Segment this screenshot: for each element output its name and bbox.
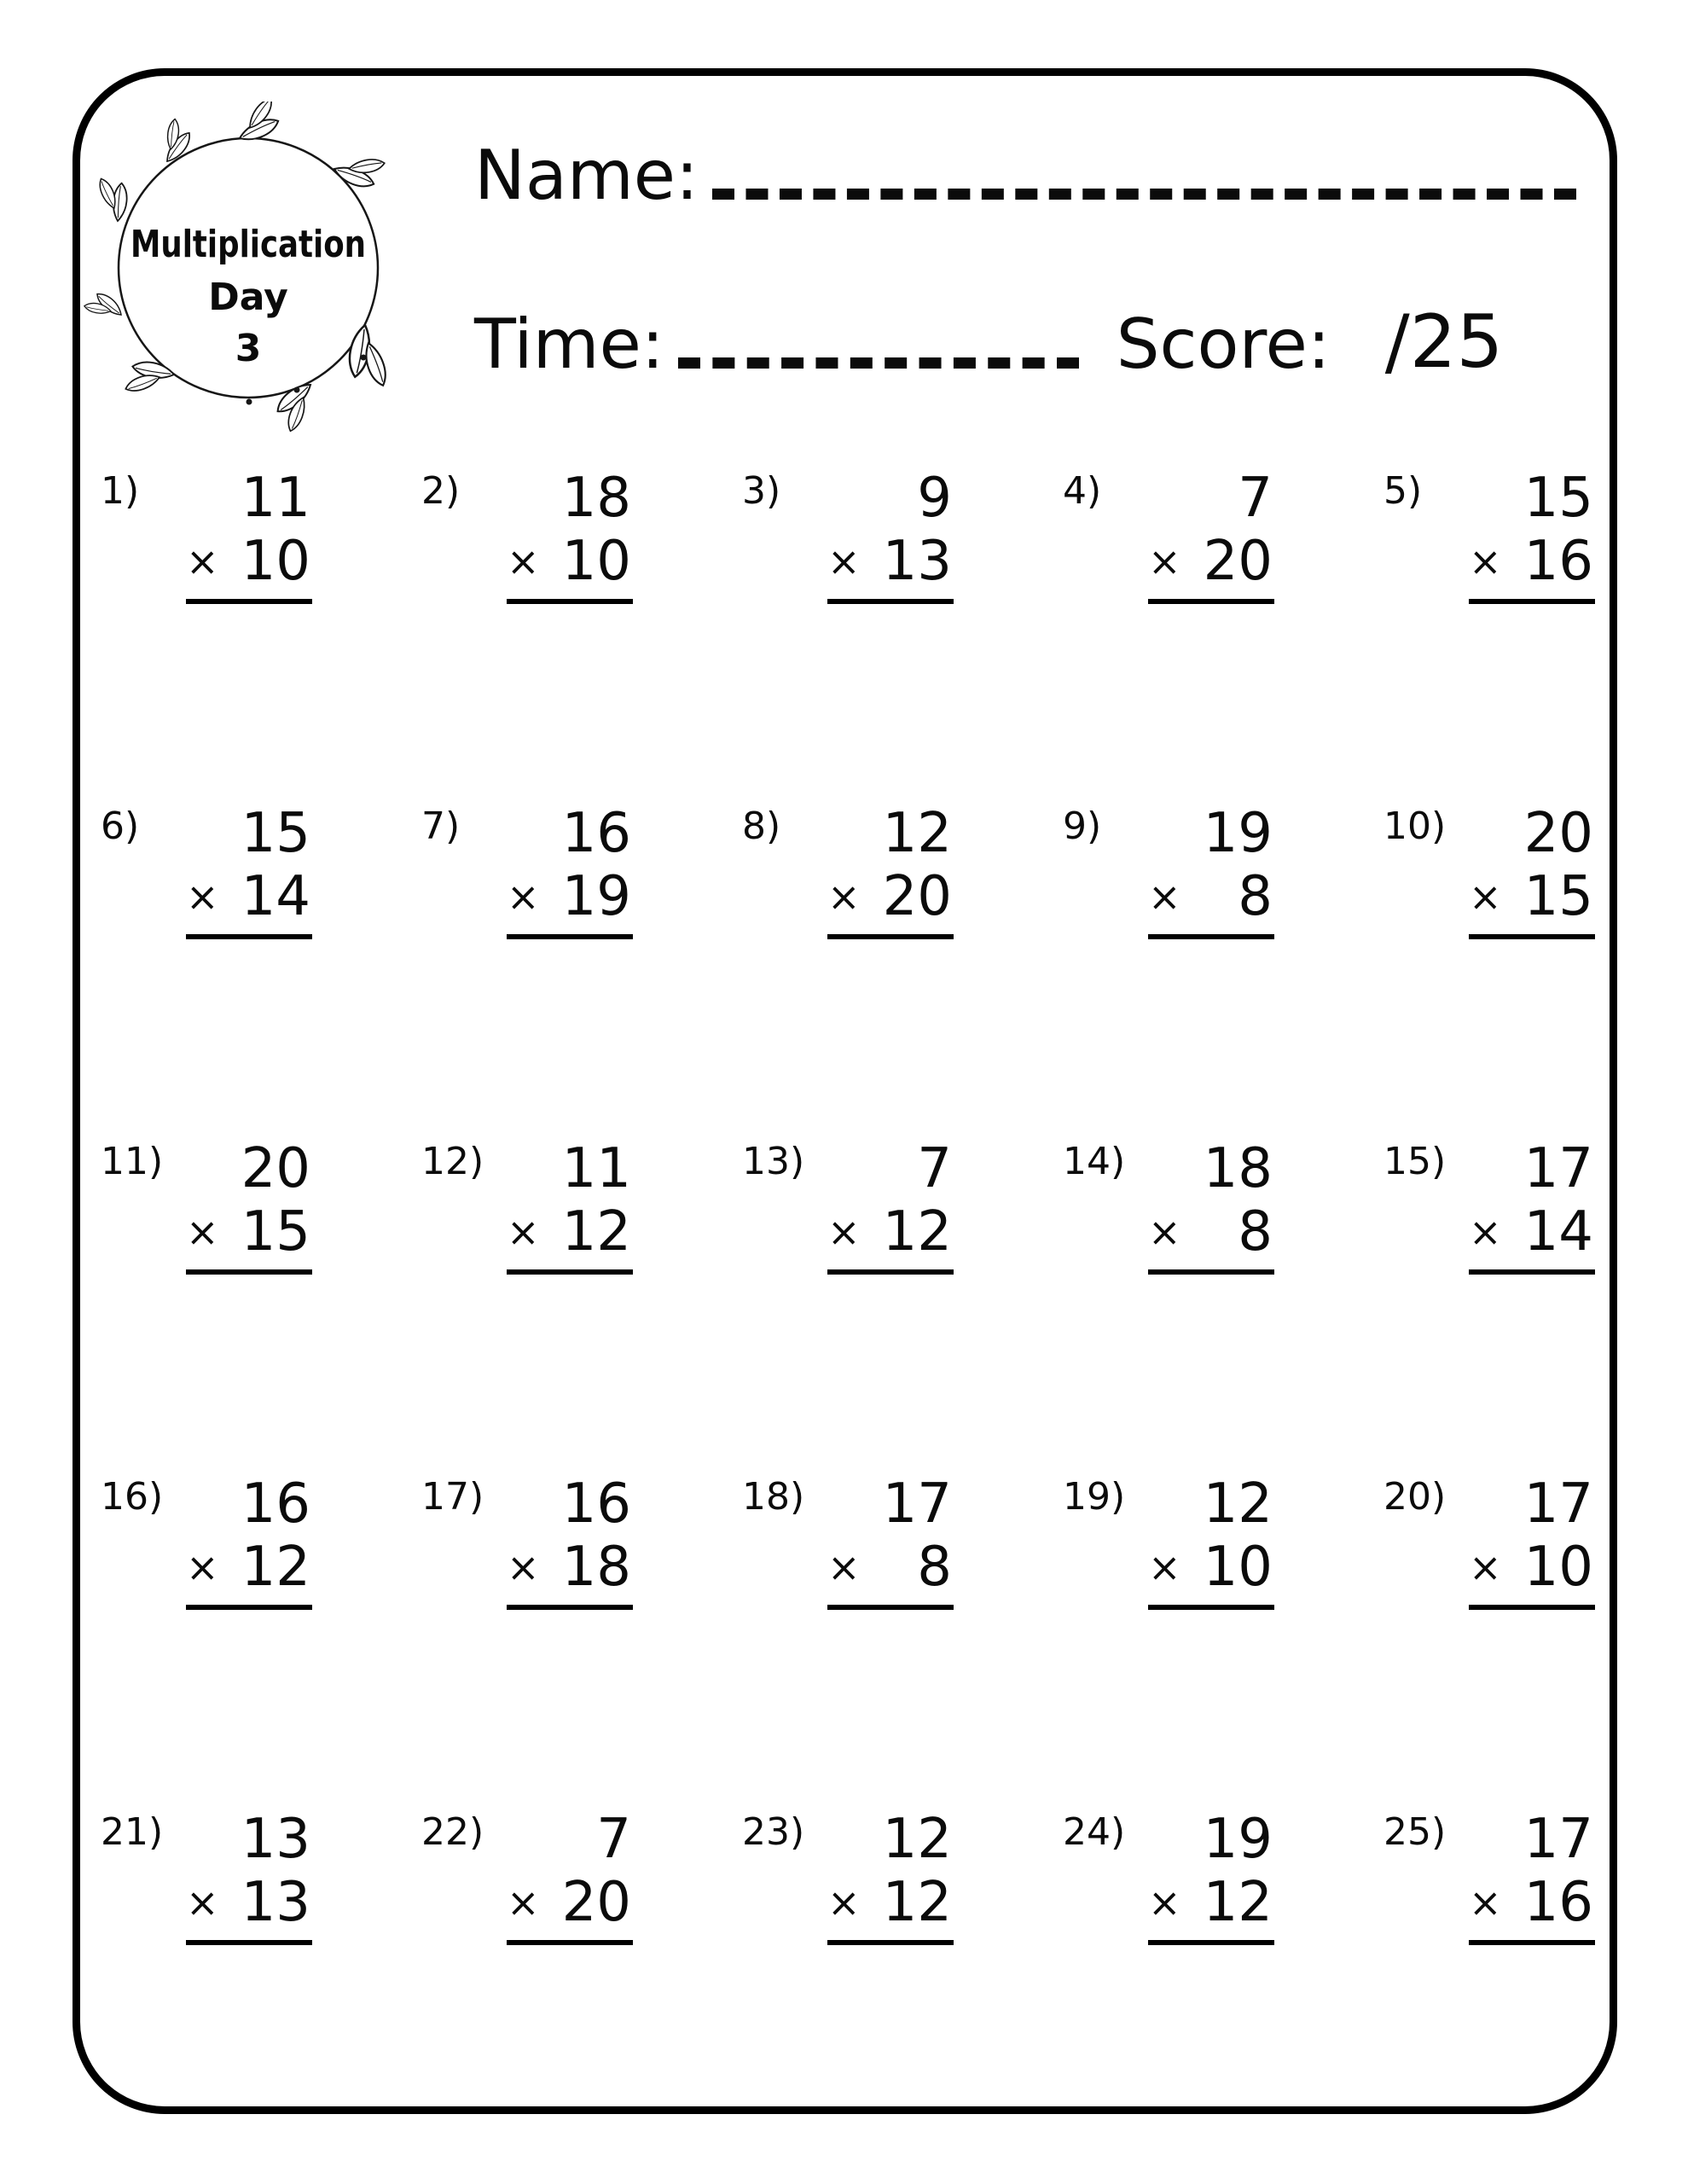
multiply-icon: × (827, 1544, 861, 1590)
answer-line[interactable] (1469, 934, 1595, 939)
problem (404, 461, 725, 796)
multiply-icon: × (1148, 1209, 1181, 1255)
problem-number: 6) (101, 804, 140, 848)
logo-title-line2: Day (208, 276, 288, 319)
problem-number: 16) (101, 1475, 164, 1519)
problem (725, 1802, 1046, 2137)
multiply-icon: × (507, 874, 540, 920)
multiplier: 10 (561, 530, 631, 593)
problem (725, 1131, 1046, 1467)
logo-title-line1: Multiplication (131, 223, 366, 266)
multiplicand: 15 (241, 802, 310, 865)
multiply-icon: × (186, 1879, 219, 1926)
logo-title-line3: 3 (235, 327, 262, 370)
problem (725, 796, 1046, 1131)
problem-work-area (1148, 1472, 1274, 1610)
problem-work-area (1469, 1137, 1595, 1275)
problem-work-area (1148, 802, 1274, 939)
problems-grid (84, 461, 1687, 2137)
name-label: Name: (474, 136, 699, 215)
multiplicand: 20 (241, 1137, 310, 1200)
problem (84, 796, 404, 1131)
problem (1046, 796, 1366, 1131)
answer-line[interactable] (1148, 1940, 1274, 1945)
problem-work-area (186, 1137, 312, 1275)
multiply-icon: × (507, 538, 540, 584)
answer-line[interactable] (507, 1269, 633, 1275)
problem (1046, 461, 1366, 796)
problem-work-area (507, 802, 633, 939)
answer-line[interactable] (186, 1605, 312, 1610)
multiplicand: 16 (561, 802, 631, 865)
problem-work-area (827, 1472, 954, 1610)
problem-work-area (827, 1808, 954, 1945)
problem (404, 1802, 725, 2137)
problem (404, 796, 725, 1131)
multiplier: 19 (561, 865, 631, 928)
answer-line[interactable] (827, 1269, 954, 1275)
answer-line[interactable] (1469, 1269, 1595, 1275)
problem-work-area (1148, 1808, 1274, 1945)
multiplicand: 17 (1523, 1808, 1593, 1871)
multiplicand: 16 (561, 1472, 631, 1536)
name-input-line[interactable] (712, 189, 1576, 200)
time-input-line[interactable] (678, 357, 1079, 369)
multiplicand: 17 (1523, 1137, 1593, 1200)
multiplicand: 16 (241, 1472, 310, 1536)
problem (1046, 1131, 1366, 1467)
multiplier: 16 (1523, 530, 1593, 593)
multiplicand: 20 (1523, 802, 1593, 865)
problem-number: 22) (421, 1810, 484, 1854)
problem (1366, 1131, 1687, 1467)
multiply-icon: × (827, 1209, 861, 1255)
multiplicand: 9 (917, 467, 952, 530)
problem-number: 23) (742, 1810, 805, 1854)
multiplier: 12 (882, 1871, 952, 1934)
multiplicand: 19 (1203, 802, 1273, 865)
multiplicand: 17 (1523, 1472, 1593, 1536)
multiplier: 8 (1238, 1200, 1273, 1263)
problem-number: 7) (421, 804, 461, 848)
time-label: Time: (474, 305, 664, 384)
problem-number: 11) (101, 1140, 164, 1183)
problem-number: 10) (1383, 804, 1447, 848)
problem (84, 1131, 404, 1467)
problem-number: 2) (421, 469, 461, 513)
answer-line[interactable] (507, 1940, 633, 1945)
answer-line[interactable] (1148, 934, 1274, 939)
problem-number: 12) (421, 1140, 484, 1183)
problem-work-area (1469, 1472, 1595, 1610)
answer-line[interactable] (1148, 1605, 1274, 1610)
multiplier: 12 (561, 1200, 631, 1263)
problem-number: 19) (1063, 1475, 1126, 1519)
problem (1366, 1467, 1687, 1802)
problem-number: 9) (1063, 804, 1102, 848)
multiplicand: 12 (882, 1808, 952, 1871)
answer-line[interactable] (507, 934, 633, 939)
answer-line[interactable] (507, 599, 633, 604)
multiplicand: 11 (561, 1137, 631, 1200)
multiplier: 12 (241, 1536, 310, 1599)
multiply-icon: × (827, 1879, 861, 1926)
problem (84, 1467, 404, 1802)
answer-line[interactable] (827, 1940, 954, 1945)
multiplier: 20 (561, 1871, 631, 1934)
multiplier: 8 (1238, 865, 1273, 928)
multiply-icon: × (1148, 1544, 1181, 1590)
problem-number: 17) (421, 1475, 484, 1519)
problem-work-area (1469, 467, 1595, 604)
multiplier: 10 (1203, 1536, 1273, 1599)
problem-work-area (827, 1137, 954, 1275)
problem-work-area (507, 1472, 633, 1610)
problem (404, 1131, 725, 1467)
answer-line[interactable] (186, 934, 312, 939)
multiply-icon: × (1469, 538, 1502, 584)
problem-number: 18) (742, 1475, 805, 1519)
multiply-icon: × (827, 874, 861, 920)
multiplier: 8 (917, 1536, 952, 1599)
multiplier: 15 (1523, 865, 1593, 928)
answer-line[interactable] (1148, 599, 1274, 604)
multiplicand: 7 (917, 1137, 952, 1200)
problem-work-area (186, 1808, 312, 1945)
multiply-icon: × (507, 1544, 540, 1590)
problem-number: 24) (1063, 1810, 1126, 1854)
multiply-icon: × (186, 538, 219, 584)
multiplicand: 12 (1203, 1472, 1273, 1536)
problem-work-area (186, 1472, 312, 1610)
problem-work-area (186, 802, 312, 939)
problem-work-area (1469, 1808, 1595, 1945)
answer-line[interactable] (1148, 1269, 1274, 1275)
multiplier: 20 (882, 865, 952, 928)
problem-number: 25) (1383, 1810, 1447, 1854)
answer-line[interactable] (186, 599, 312, 604)
problem (404, 1467, 725, 1802)
problem-number: 4) (1063, 469, 1102, 513)
answer-line[interactable] (507, 1605, 633, 1610)
multiply-icon: × (827, 538, 861, 584)
problem-work-area (507, 467, 633, 604)
problem (1366, 796, 1687, 1131)
multiply-icon: × (1148, 538, 1181, 584)
multiplier: 10 (1523, 1536, 1593, 1599)
answer-line[interactable] (827, 1605, 954, 1610)
problem-number: 5) (1383, 469, 1423, 513)
multiplicand: 7 (1238, 467, 1273, 530)
multiplier: 13 (241, 1871, 310, 1934)
multiplier: 14 (241, 865, 310, 928)
multiplicand: 12 (882, 802, 952, 865)
multiply-icon: × (186, 874, 219, 920)
problem-work-area (827, 467, 954, 604)
answer-line[interactable] (1469, 1605, 1595, 1610)
wreath-logo (82, 102, 415, 434)
multiplicand: 18 (561, 467, 631, 530)
answer-line[interactable] (186, 1269, 312, 1275)
multiply-icon: × (507, 1879, 540, 1926)
multiplier: 20 (1203, 530, 1273, 593)
multiplier: 16 (1523, 1871, 1593, 1934)
problem-work-area (186, 467, 312, 604)
multiplier: 13 (882, 530, 952, 593)
multiplier: 14 (1523, 1200, 1593, 1263)
multiplicand: 13 (241, 1808, 310, 1871)
multiplicand: 17 (882, 1472, 952, 1536)
multiplicand: 19 (1203, 1808, 1273, 1871)
problem (84, 1802, 404, 2137)
multiplier: 10 (241, 530, 310, 593)
answer-line[interactable] (827, 934, 954, 939)
problem-number: 1) (101, 469, 140, 513)
multiply-icon: × (1469, 1879, 1502, 1926)
multiplier: 15 (241, 1200, 310, 1263)
multiply-icon: × (1148, 1879, 1181, 1926)
score-label: Score: (1116, 305, 1331, 384)
answer-line[interactable] (1469, 1940, 1595, 1945)
multiplier: 12 (882, 1200, 952, 1263)
problem-number: 20) (1383, 1475, 1447, 1519)
answer-line[interactable] (186, 1940, 312, 1945)
multiply-icon: × (186, 1544, 219, 1590)
problem-number: 15) (1383, 1140, 1447, 1183)
problem (1046, 1802, 1366, 2137)
multiplicand: 18 (1203, 1137, 1273, 1200)
answer-line[interactable] (827, 599, 954, 604)
multiply-icon: × (1469, 1209, 1502, 1255)
problem-number: 3) (742, 469, 781, 513)
multiply-icon: × (507, 1209, 540, 1255)
problem-work-area (1469, 802, 1595, 939)
problem (725, 461, 1046, 796)
problem-work-area (1148, 1137, 1274, 1275)
problem (1366, 1802, 1687, 2137)
problem-work-area (507, 1808, 633, 1945)
multiplicand: 11 (241, 467, 310, 530)
name-row (474, 136, 1576, 215)
answer-line[interactable] (1469, 599, 1595, 604)
multiplicand: 7 (596, 1808, 631, 1871)
problem-number: 8) (742, 804, 781, 848)
time-row (474, 299, 1576, 385)
problem-number: 13) (742, 1140, 805, 1183)
multiplier: 18 (561, 1536, 631, 1599)
problem-work-area (827, 802, 954, 939)
multiplicand: 15 (1523, 467, 1593, 530)
problem-number: 14) (1063, 1140, 1126, 1183)
multiplier: 12 (1203, 1871, 1273, 1934)
problem-number: 21) (101, 1810, 164, 1854)
multiply-icon: × (1148, 874, 1181, 920)
problem-work-area (507, 1137, 633, 1275)
multiply-icon: × (1469, 1544, 1502, 1590)
problem-work-area (1148, 467, 1274, 604)
problem (1046, 1467, 1366, 1802)
multiply-icon: × (186, 1209, 219, 1255)
problem (725, 1467, 1046, 1802)
score-value: /25 (1384, 299, 1504, 385)
problem (1366, 461, 1687, 796)
problem (84, 461, 404, 796)
multiply-icon: × (1469, 874, 1502, 920)
